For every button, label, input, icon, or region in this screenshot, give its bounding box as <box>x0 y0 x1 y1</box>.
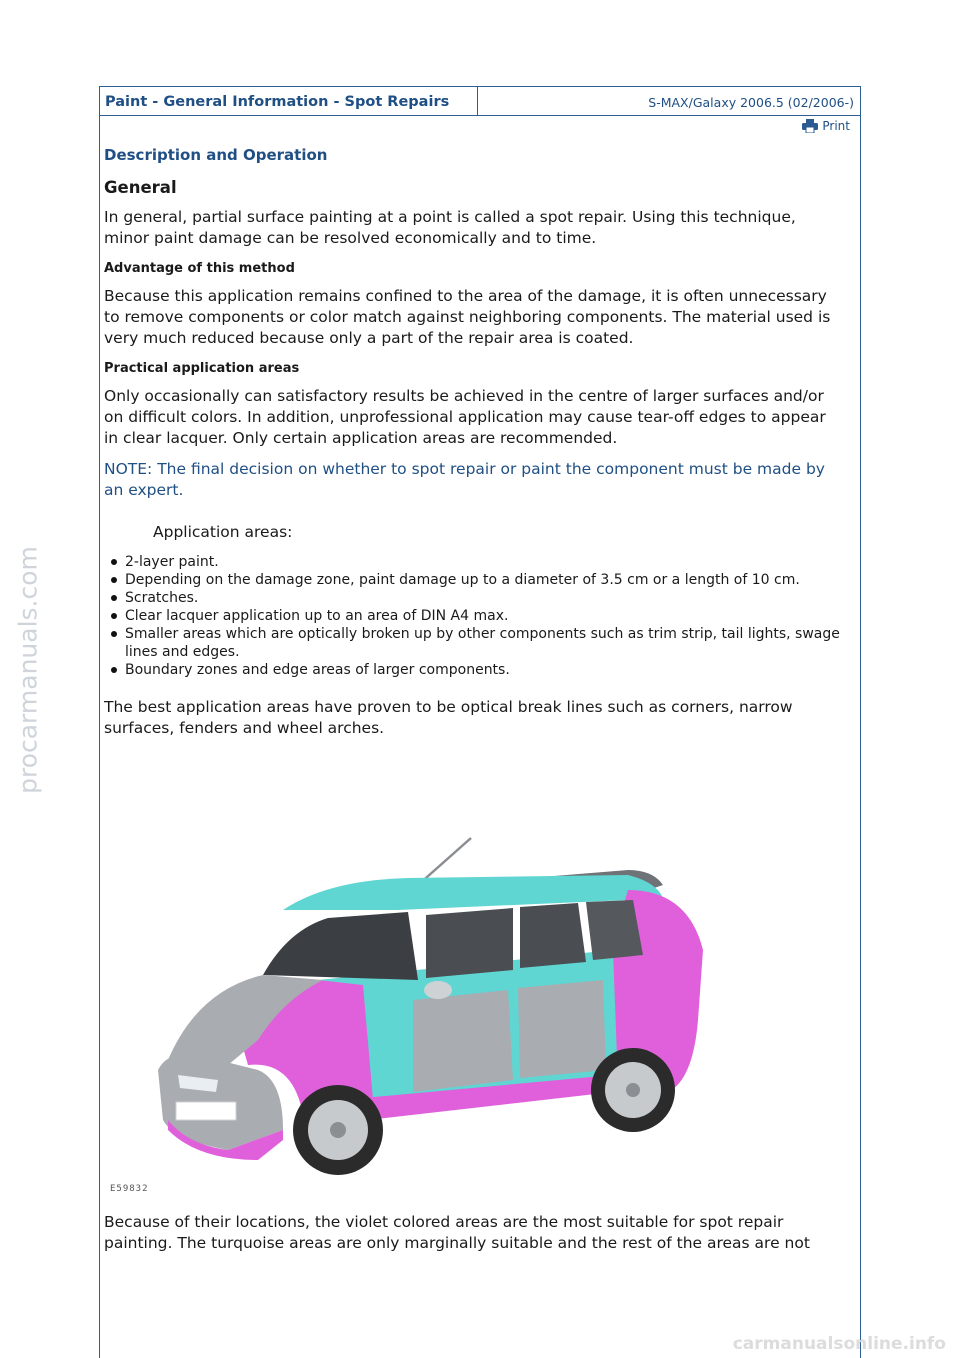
side-watermark <box>8 546 48 794</box>
list-item: Boundary zones and edge areas of larger components. <box>104 661 844 679</box>
list-item: Smaller areas which are optically broken up by other components such as trim strip, tail lights, swage lines and edges. <box>104 625 844 661</box>
footer-watermark: carmanualsonline.info <box>732 1334 946 1354</box>
list-item: Depending on the damage zone, paint damage up to a diameter of 3.5 cm or a length of 10 cm. <box>104 571 844 589</box>
list-item: 2-layer paint. <box>104 553 844 571</box>
application-areas-list <box>104 553 844 679</box>
printer-icon <box>802 119 818 133</box>
list-item: Clear lacquer application up to an area of DIN A4 max. <box>104 607 844 625</box>
bottom-section <box>104 1212 849 1254</box>
section-title: Description and Operation <box>104 146 328 164</box>
practical-heading: Practical application areas <box>104 361 300 376</box>
list-item: Scratches. <box>104 589 844 607</box>
practical-paragraph: Only occasionally can satisfactory results be achieved in the centre of larger surfaces and/or on difficult colors. In addition, unprofessional application may cause tear-off edges to appear in clear lacquer. Only certain application areas are recommended. <box>104 387 826 447</box>
document-body <box>104 146 844 739</box>
page-title: Paint - General Information - Spot Repairs <box>100 87 478 115</box>
figure-code: E59832 <box>110 1184 149 1194</box>
best-areas-paragraph: The best application areas have proven to be optical break lines such as corners, narrow surfaces, fenders and wheel arches. <box>104 698 793 737</box>
general-heading: General <box>104 178 177 197</box>
side-watermark-text: procarmanuals.com <box>13 546 43 794</box>
color-explanation-paragraph: Because of their locations, the violet colored areas are the most suitable for spot repair painting. The turquoise areas are only marginally suitable and the rest of the areas are not <box>104 1213 810 1252</box>
advantage-paragraph: Because this application remains confined to the area of the damage, it is often unnecessary to remove components or color match against neighboring components. The material used is very much reduced because only a part of the repair area is coated. <box>104 287 831 347</box>
intro-paragraph: In general, partial surface painting at a point is called a spot repair. Using this technique, minor paint damage can be resolved economically and to time. <box>104 208 796 247</box>
print-label: Print <box>822 119 850 133</box>
print-link[interactable] <box>802 119 850 133</box>
model-label: S-MAX/Galaxy 2006.5 (02/2006-) <box>648 95 854 110</box>
page-header <box>99 86 861 116</box>
advantage-heading: Advantage of this method <box>104 261 295 276</box>
application-areas-label: Application areas: <box>153 523 293 541</box>
car-spot-repair-diagram <box>108 830 708 1200</box>
note-paragraph: NOTE: The final decision on whether to spot repair or paint the component must be made by an expert. <box>104 460 825 499</box>
